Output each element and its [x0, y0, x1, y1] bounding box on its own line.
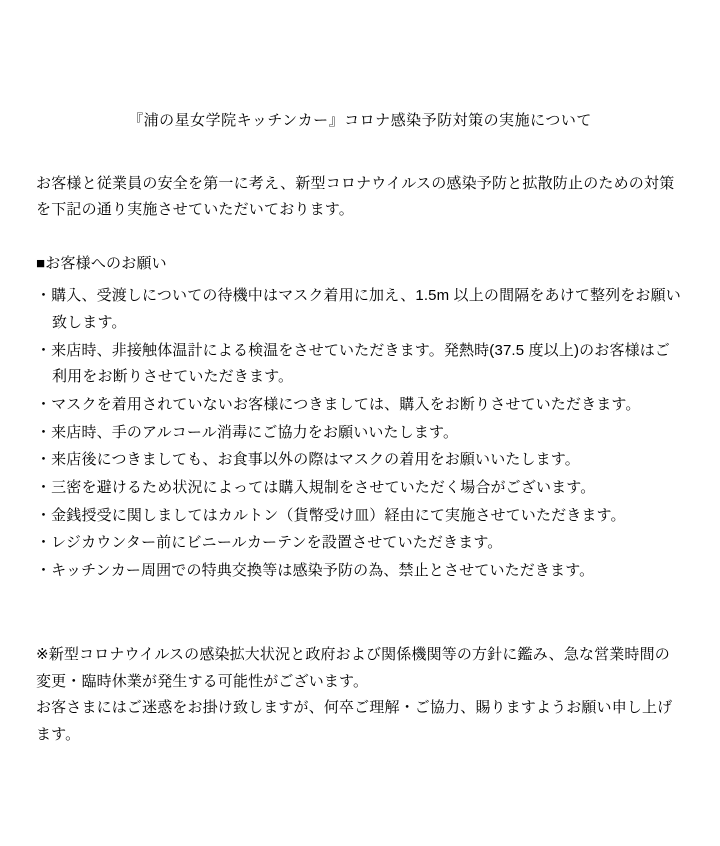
- list-item: ・購入、受渡しについての待機中はマスク着用に加え、1.5m 以上の間隔をあけて整列をお願い致します。: [36, 287, 681, 331]
- list-item: ・来店時、非接触体温計による検温をさせていただきます。発熱時(37.5 度以上)のお客様はご利用をお断りさせていただきます。: [36, 341, 671, 386]
- list-item: ・来店時、手のアルコール消毒にご協力をお願いいたします。: [36, 423, 459, 441]
- list-item: ・マスクを着用されていないお客様につきましては、購入をお断りさせていただきます。: [36, 396, 641, 413]
- notes-section: [36, 586, 684, 749]
- intro-paragraph: お客様と従業員の安全を第一に考え、新型コロナウイルスの感染予防と拡散防止のための対策を下記の通り実施させていただいております。: [36, 174, 675, 218]
- customer-requests-list: [36, 277, 684, 585]
- list-item: ・金銭授受に関しましてはカルトン（貨幣受け皿）経由にて実施させていただきます。: [36, 506, 626, 524]
- page-title: 『浦の星女学院キッチンカー』コロナ感染予防対策の実施について: [128, 112, 592, 129]
- section-heading-customer-requests: ■お客様へのお願い: [36, 255, 167, 272]
- note-paragraph: ※新型コロナウイルスの感染拡大状況と政府および関係機関等の方針に鑑み、急な営業時間の変更・臨時休業が発生する可能性がございます。: [36, 645, 670, 690]
- note-paragraph: お客さまにはご迷惑をお掛け致しますが、何卒ご理解・ご協力、賜りますようお願い申し上げます。: [36, 699, 673, 743]
- list-item: ・来店後につきましても、お食事以外の際はマスクの着用をお願いいたします。: [36, 451, 580, 469]
- list-item: ・キッチンカー周囲での特典交換等は感染予防の為、禁止とさせていただきます。: [36, 562, 595, 580]
- list-item: ・レジカウンター前にビニールカーテンを設置させていただきます。: [36, 534, 503, 552]
- list-item: ・三密を避けるため状況によっては購入規制をさせていただく場合がございます。: [36, 479, 596, 497]
